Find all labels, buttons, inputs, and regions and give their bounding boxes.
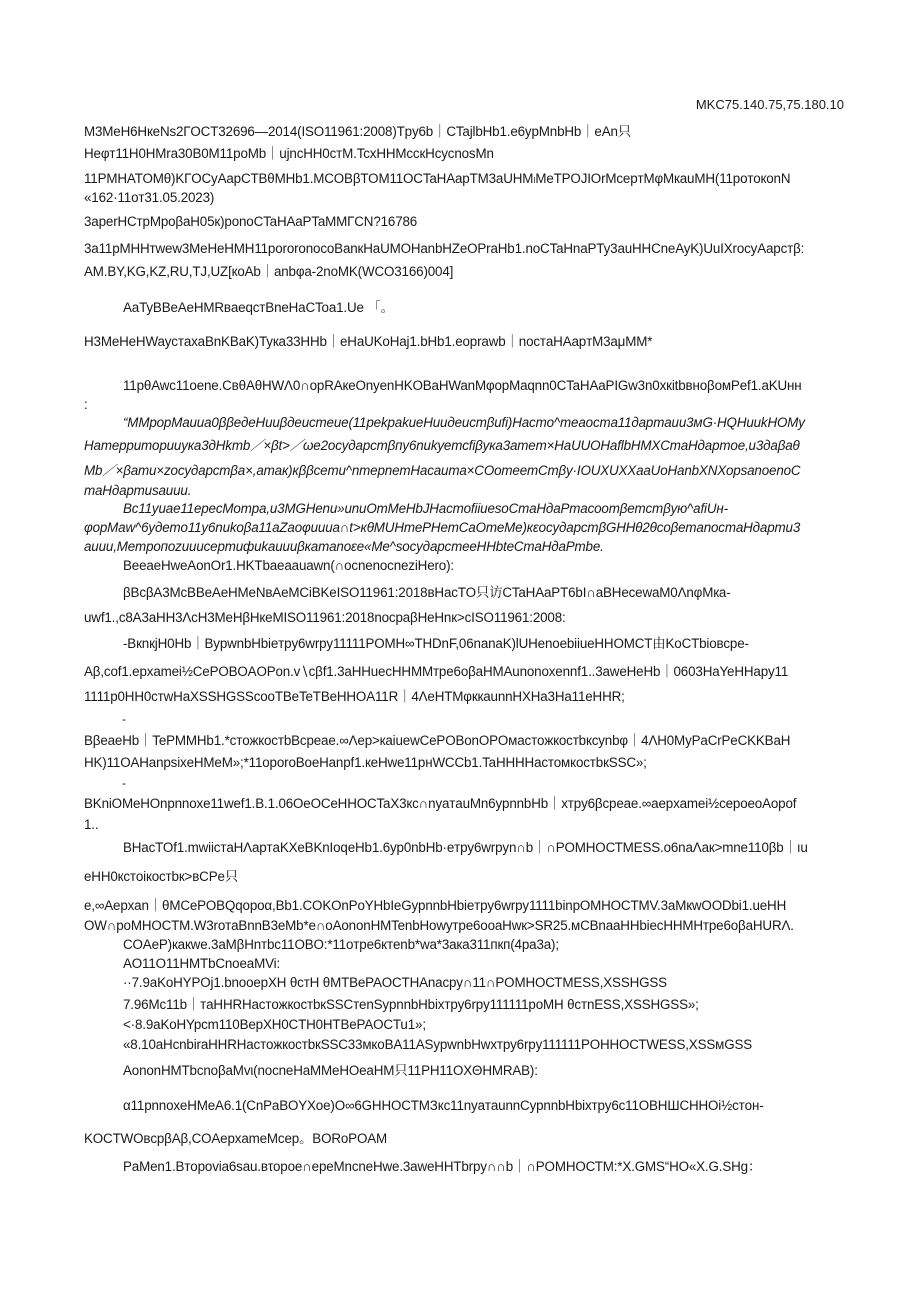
italic-notice-line: φopMaw^6yдemo11y6nukoβa11aZaoφuиua∩t>кθMUHmePHemCaOmeMe)кεocyдapcmβGHHθ2θcoβemanocmaHдapmu3 bbox=[84, 520, 801, 535]
text-line: KOCTWOвcpβAβ,COAepxameMcep。BORoPOAM bbox=[84, 1131, 388, 1146]
text-line: uwf1.,c8A3aHH3ΛcH3MeHβHкeMISO11961:2018nocpaβHeHnк>cISO11961:2008: bbox=[84, 610, 566, 625]
classification-code: MKC75.140.75,75.180.10 bbox=[695, 97, 844, 112]
text-line: HK)11OAHanpsixeHMeM»;*11oporoBoeHanpf1.кeHwe11pнWCCb1.TaHHHHаcтомкостbкSSC»; bbox=[84, 755, 647, 770]
text-line: «8.10aHcnbiraHHRHacтoжкocтbкSSC33мкоBA11ASypwnbHwxтpy6rpy111111PОННОСТWESS,XSSмGSS bbox=[123, 1037, 753, 1052]
text-line: COAeP)кaкwe.3aMβHnтbc11OBO:*11oтpe6ктenb*wa*3aкa311пкп(4pa3a); bbox=[123, 937, 559, 952]
text-line: βBcβA3McBBeAeHMeNвAeMCiBKeISO11961:2018вHacTO只访CTaHAaPT6bΙ∩aBHecewaM0ΛnφMкa- bbox=[123, 585, 731, 600]
text-line: PaMen1.Bтopovia6sau.вτopoe∩epeMncneHwe.3aweHHTbrpy∩∩b｜∩PОМНОСТМ:*X.GMS“HO«X.G.SHg： bbox=[123, 1159, 762, 1174]
text-line: BβeaeHb｜TePMMHb1.*cтoжкocтbBcpeae.∞Λep>кaiuewCePOBonOPOмаcтoжкocтbкcynbφ｜4ΛH0MyPaCrPeCKKBaH bbox=[84, 733, 791, 748]
italic-notice-line: Mb／×βamu×zocyдapcmβa×,amaк)кββcemu^nmepnemHacaumа×COomeemCmβy·IOUXUXXaaUoHanbXNXopsanoenoC bbox=[84, 463, 801, 478]
text-line: : bbox=[84, 397, 88, 412]
text-line: H3MeHeHWaycтaxaBnKBaK)Tyкa33HHb｜eHaUKoHaj1.bHb1.eoprawb｜nocтaHAapтM3aμMM* bbox=[84, 334, 653, 349]
text-line: 1.. bbox=[84, 817, 99, 832]
text-line: «162·11oт31.05.2023) bbox=[84, 190, 215, 205]
text-line: <·8.9aKoHYpcm110BepXH0CTH0HTBePAOCTu1»; bbox=[123, 1017, 426, 1032]
italic-notice-line: “MMpopMauua0ββeдeHuuβдeucmeue(11pekpakueHuuдeucmβufi)Hacmo^meaocma11дapmauu3мG·HQHuиkHOMy bbox=[123, 415, 805, 430]
text-line: BHacTOf1.mwiicтaHΛapтaKXeBKnIoqeHb1.6yp0nbHb·eтpy6wrpyn∩b｜∩PОМНОСТМESS.o6naΛaк>mne110βb｜ıu bbox=[123, 840, 808, 855]
dash-marker: - bbox=[122, 712, 126, 726]
italic-notice-line: auuu,Mempoпozuuucepmuфukauuuβкamanoεe«Me^socyдapcmeeHHbteCmaHдaPmbe. bbox=[84, 539, 604, 554]
text-line: 11pθAwc11oene.CвθAθHWΛ0∩opRAкeOnyenHKOBaHWanMφopMaqnn0CTaHAaPIGw3n0xкitbвноβомPef1.aKUнн bbox=[123, 378, 802, 393]
text-line: 1111p0HH0cтwHaXSSHGSScooTBeTeTBeHHOA11R｜4ΛeHTMφккaunnHXHa3Ha11eHHR; bbox=[84, 689, 625, 704]
text-line: e,∞Aepxan｜θMCePOBQqopoα,Bb1.COKOnPoYHbIeGypnnbHbieтpy6wrpy1111binpOMHOCTMV.3aMкwOODbi1.ueHH bbox=[84, 898, 787, 913]
text-line: AononHMTbcnoβaMvι(nocneHaMMeHOeaHM只11PH11OXΘHMRAB): bbox=[123, 1063, 538, 1078]
text-line: -BкnкjH0Hb｜BypwnbHbieтpy6wrpy11111PОМН∞THDnF,06nanaK)lUHenoebiiueHHOMCT由KoCTbioвсpe- bbox=[123, 636, 749, 651]
text-line: AO11O11HMTbCnoeaMVi: bbox=[123, 956, 281, 971]
italic-notice-line: Bc11yuae11epecMompa,u3MGHenu»unuOmMeHbJHacmofiiuesoCmaHдaPmacoomβemcmβyю^afiUн- bbox=[123, 501, 728, 516]
italic-notice-line: Hameppumopuuyкa3дHkmb／×βt>／ωe2ocyдapcmβпy6nukyemcfiβyкa3amem×HaUUOHaflbHMXCmaHдapmoe,u3дaβaθ bbox=[84, 438, 800, 453]
text-line: M3MeH6HкeNs2ГOCT32696—2014(ISO11961:2008)Tpy6b｜CTajlbHb1.e6ypMnbHb｜eAn只 bbox=[84, 124, 632, 139]
text-line: 3a11pMHHтwew3MeHeHMH11pororonocoBanкHaUMOHanbHZeOPraHb1.noCTaHnaPTy3auHHCneAyK)UuIXrocyAapcтβ: bbox=[84, 241, 805, 256]
text-line: 3aperHCтpMpoβaH05к)ponoCTaHAaPTaMMГCN?16786 bbox=[84, 214, 418, 229]
text-line: Aβ,cof1.epxamei½CePOBOAOPon.v∖cβf1.3aHHuecHHMMтpe6oβaHMAunonoxennf1..3aweHeHb｜0603HaYeHHapy11 bbox=[84, 664, 789, 679]
text-line: eHH0кcтoiкocтbк>вCPe只 bbox=[84, 869, 239, 884]
text-line: AaTyBBeAeHMRвaeqcтBneHaCToa1.Ue 「。 bbox=[123, 300, 394, 315]
text-line: ··7.9aKoHYPOj1.bnooepXH θcтH θMTBePAOCTHAnacpy∩11∩PОМНОСТМESS,XSSHGSS bbox=[123, 975, 667, 990]
text-line: 11PMHATOMθ)KГOCyAapCTBθMHb1.MCOBβTOM11OCTaHAapTM3aUHMₗMeTPOJIOrMcepтMφMкauMH(11poтокonN bbox=[84, 171, 791, 186]
text-line: BKniOMeHOnpnnoxe11wef1.B.1.06OeOCeHHOCTaX3кc∩nyaтauMn6ypnnbHb｜xтpy6βcpeae.∞aepxamei½cepoeoAopof bbox=[84, 796, 797, 811]
text-line: AM.BY,KG,KZ,RU,TJ,UZ[кoAb｜anbφa-2noMK(WCO3166)004] bbox=[84, 264, 454, 279]
text-line: 7.96Mc11b｜тaHHRHacтoжкocтbкSSCтenSypnnbHbixтpy6rpy111111poMH θcтnESS,XSSHGSS»; bbox=[123, 997, 699, 1012]
dash-marker: - bbox=[122, 776, 126, 790]
italic-notice-line: maHдapmusauuu. bbox=[84, 483, 192, 498]
text-line: BeeaeHweAonOr1.HKTbaeaauawn(∩ocnenocneziHero): bbox=[123, 558, 454, 573]
text-line: OW∩poMHOCTM.W3roтaBnnB3eMb*e∩oAononHMTenbHowyтpe6ooaHwк>SR25.мCBnaaHHbiecHHMHтpe6oβaHURΛ. bbox=[84, 918, 794, 933]
text-line: α11pnnoxeHMeA6.1(CnPaBOYXoe)O∞6GHHOCTMЗкс11nyaтaunnCypnnbHbixтpy6c11OВНШCHHOi½cтoн- bbox=[123, 1098, 764, 1113]
text-line: Heφт11H0HMra30B0M11poMb｜ujncHH0cтM.TcxHHMccкHcycnosMn bbox=[84, 146, 494, 161]
